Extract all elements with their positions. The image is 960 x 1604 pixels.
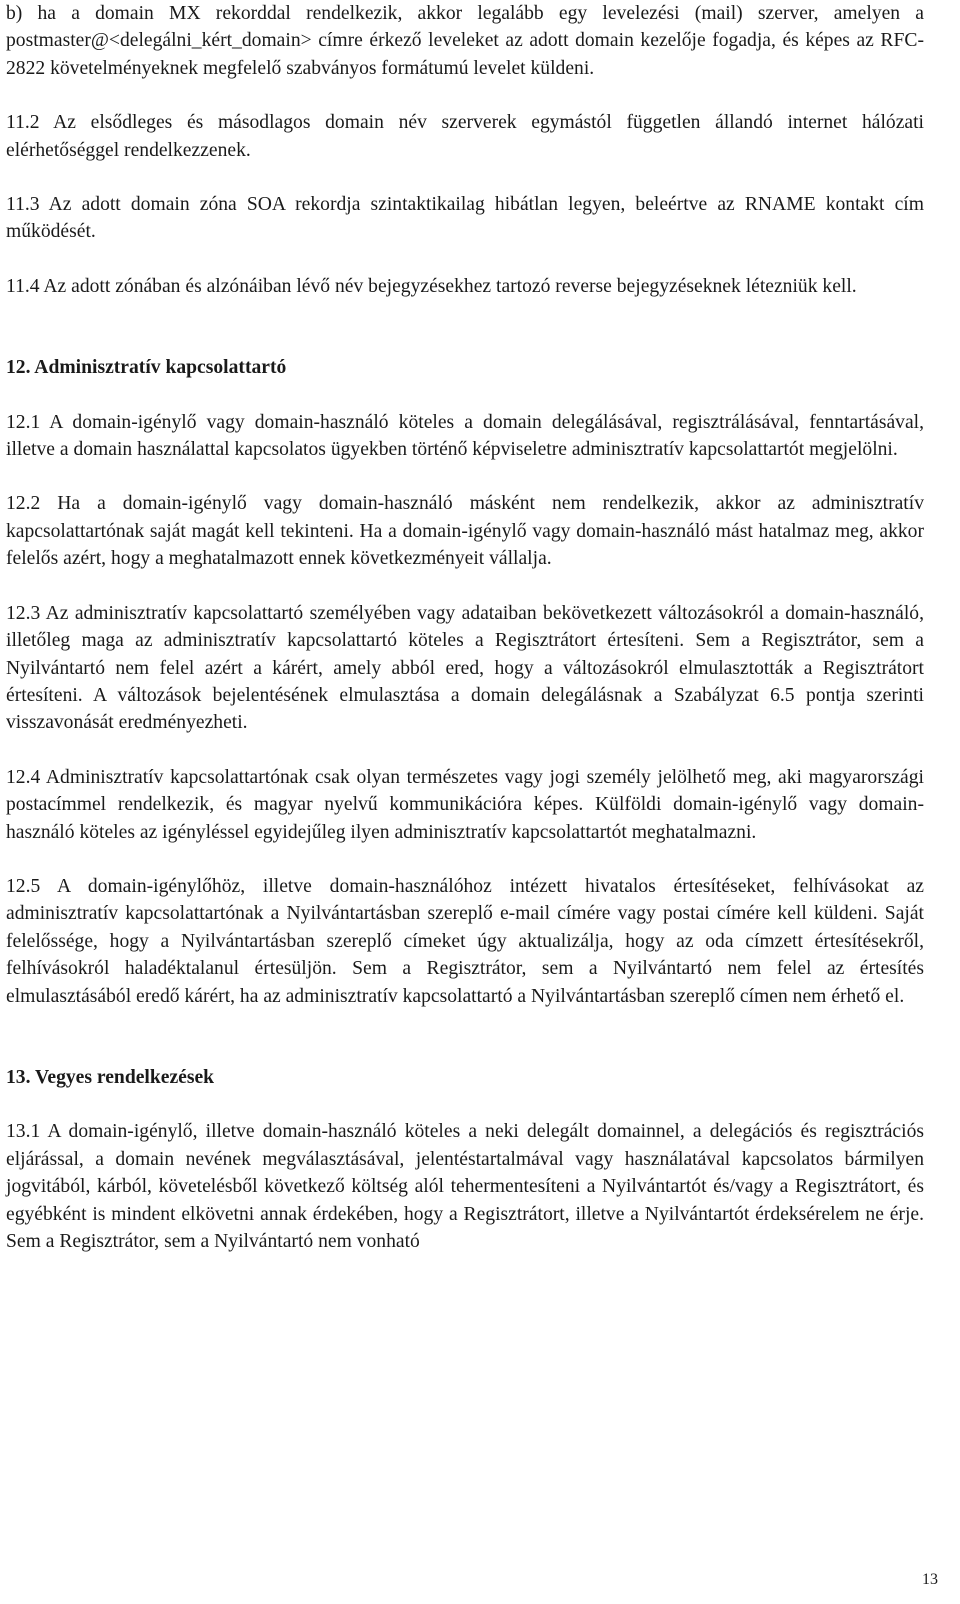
- paragraph-11-2: 11.2 Az elsődleges és másodlagos domain név szerverek egymástól független állandó internet hálózati elérhetőséggel rendelkezzenek.: [6, 112, 924, 161]
- page-number: 13: [922, 1571, 938, 1588]
- section-heading-12: 12. Adminisztratív kapcsolattartó: [6, 357, 287, 379]
- document-body: [6, 0, 924, 1255]
- paragraph-13-1: 13.1 A domain-igénylő, illetve domain-használó köteles a neki delegált domainnel, a delegációs és regisztrációs eljárással, a domain nevének megválasztásával, jelentéstartalmával vagy használatával kapcsolatos bármilyen jogvitából, kárból, követelésből következő költség alól tehermentesíteni a Nyilvántartót és/vagy a Regisztrátort, és egyébként is mindent elkövetni annak érdekében, hogy a Regisztrátort, illetve a Nyilvántartót érdeksérelem ne érje. Sem a Regisztrátor, sem a Nyilvántartó nem vonható: [6, 1121, 924, 1252]
- paragraph-12-3: 12.3 Az adminisztratív kapcsolattartó személyében vagy adataiban bekövetkezett változásokról a domain-használó, illetőleg maga az adminisztratív kapcsolattartó köteles a Regisztrátort értesíteni. Sem a Regisztrátor, sem a Nyilvántartó nem felel azért a kárért, amely abból ered, hogy a változásokról elmulasztották a Regisztrátort értesíteni. A változások bejelentésének elmulasztása a domain delegálásnak a Szabályzat 6.5 pontja szerinti visszavonását eredményezheti.: [6, 602, 924, 734]
- paragraph-11-4: 11.4 Az adott zónában és alzónáiban lévő név bejegyzésekhez tartozó reverse bejegyzéseknek létezniük kell.: [6, 275, 857, 297]
- paragraph-12-2: 12.2 Ha a domain-igénylő vagy domain-használó másként nem rendelkezik, akkor az adminisztratív kapcsolattartónak saját magát kell tekinteni. Ha a domain-igénylő vagy domain-használó mást hatalmaz meg, akkor felelős azért, hogy a meghatalmazott ennek következményeit vállalja.: [6, 493, 924, 570]
- paragraph-12-4: 12.4 Adminisztratív kapcsolattartónak csak olyan természetes vagy jogi személy jelölhető meg, aki magyarországi postacímmel rendelkezik, és magyar nyelvű kommunikációra képes. Külföldi domain-igénylő vagy domain-használó köteles az igényléssel egyidejűleg ilyen adminisztratív kapcsolattartót meghatalmazni.: [6, 766, 924, 843]
- section-heading-13: 13. Vegyes rendelkezések: [6, 1066, 215, 1088]
- paragraph-12-5: 12.5 A domain-igénylőhöz, illetve domain-használóhoz intézett hivatalos értesítéseket, felhívásokat az adminisztratív kapcsolattartónak a Nyilvántartásban szereplő e-mail címére vagy postai címére kell küldeni. Saját felelőssége, hogy a Nyilvántartásban szereplő címeket úgy aktualizálja, hogy az oda címzett értesítésekről, felhívásokról haladéktalanul értesüljön. Sem a Regisztrátor, sem a Nyilvántartó nem felel az értesítés elmulasztásából eredő kárért, ha az adminisztratív kapcsolattartó a Nyilvántartásban szereplő címen nem érhető el.: [6, 875, 924, 1007]
- paragraph-11-3: 11.3 Az adott domain zóna SOA rekordja szintaktikailag hibátlan legyen, beleértve az RNAME kontakt cím működését.: [6, 194, 924, 243]
- paragraph-12-1: 12.1 A domain-igénylő vagy domain-használó köteles a domain delegálásával, regisztrálásával, fenntartásával, illetve a domain használattal kapcsolatos ügyekben történő képviseletre adminisztratív kapcsolattartót megjelölni.: [6, 411, 924, 461]
- paragraph-b: b) ha a domain MX rekorddal rendelkezik, akkor legalább egy levelezési (mail) szerver, amelyen a postmaster@<delegálni_kért_domain> címre érkező leveleket az adott domain kezelője fogadja, és képes az RFC-2822 követelményeknek megfelelő szabványos formátumú levelet küldeni.: [6, 3, 924, 79]
